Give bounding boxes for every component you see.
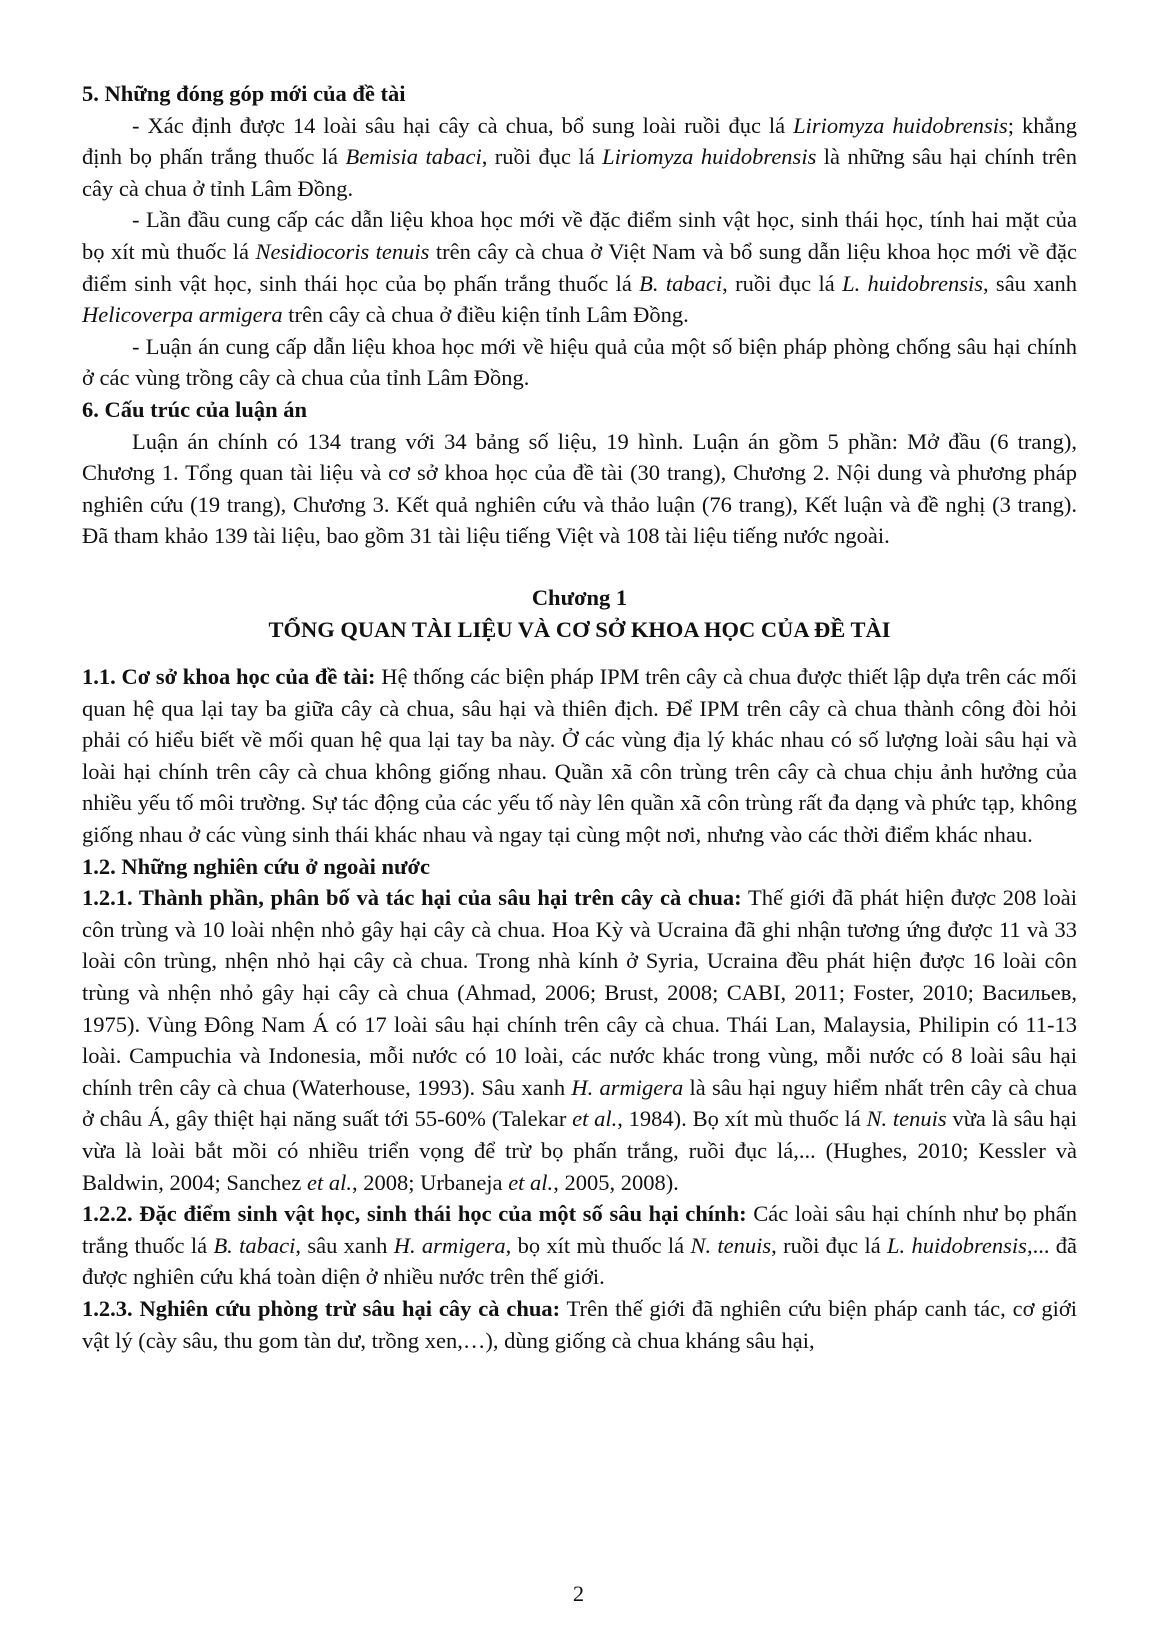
section-5-paragraph-3: - Luận án cung cấp dẫn liệu khoa học mới về hiệu quả của một số biện pháp phòng chống sâu hại chính ở các vùng trồng cây cà chua của tỉnh Lâm Đồng.: [82, 333, 1077, 391]
section-1-2-heading: 1.2. Những nghiên cứu ở ngoài nước: [82, 853, 430, 879]
section-1-2-1-paragraph: 1.2.1. Thành phần, phân bố và tác hại của sâu hại trên cây cà chua: Thế giới đã phát hiện được 208 loài côn trùng và 10 loài nhện nhỏ gây hại cây cà chua. Hoa Kỳ và Ucraina đã ghi nhận tương ứng được 11 và 33 loài côn trùng, nhện nhỏ hại cây cà chua. Trong nhà kính ở Syria, Ucraina đều phát hiện được 16 loài côn trùng và nhện nhỏ gây hại cây cà chua (Ahmad, 2006; Brust, 2008; CABI, 2011; Foster, 2010; Васильев, 1975). Vùng Đông Nam Á có 17 loài sâu hại chính trên cây cà chua. Thái Lan, Malaysia, Philipin có 11-13 loài. Campuchia và Indonesia, mỗi nước có 10 loài, các nước khác trong vùng, mỗi nước có 8 loài sâu hại chính trên cây cà chua (Waterhouse, 1993). Sâu xanh H. armigera là sâu hại nguy hiểm nhất trên cây cà chua ở châu Á, gây thiệt hại năng suất tới 55-60% (Talekar et al., 1984). Bọ xít mù thuốc lá N. tenuis vừa là sâu hại vừa là loài bắt mồi có nhiều triển vọng để trừ bọ phấn trắng, ruồi đục lá,... (Hughes, 2010; Kessler và Baldwin, 2004; Sanchez et al., 2008; Urbaneja et al., 2005, 2008).: [82, 885, 1077, 1195]
section-1-1-heading: 1.1. Cơ sở khoa học của đề tài:: [82, 664, 376, 690]
section-5-heading: 5. Những đóng góp mới của đề tài: [82, 81, 406, 106]
chapter-title: TỔNG QUAN TÀI LIỆU VÀ CƠ SỞ KHOA HỌC CỦA ĐỀ TÀI: [268, 616, 891, 642]
section-1-2-3-paragraph: 1.2.3. Nghiên cứu phòng trừ sâu hại cây cà chua: Trên thế giới đã nghiên cứu biện pháp canh tác, cơ giới vật lý (cày sâu, thu gom tàn dư, trồng xen,…), dùng giống cà chua kháng sâu hại,: [82, 1295, 1077, 1353]
page-number: 2: [572, 1581, 585, 1606]
chapter-label: Chương 1: [531, 584, 628, 610]
section-1-2-1-heading: 1.2.1. Thành phần, phân bố và tác hại của sâu hại trên cây cà chua:: [82, 885, 742, 911]
section-5-paragraph-2: - Lần đầu cung cấp các dẫn liệu khoa học mới về đặc điểm sinh vật học, sinh thái học, tính hai mặt của bọ xít mù thuốc lá Nesidiocoris tenuis trên cây cà chua ở Việt Nam và bổ sung dẫn liệu khoa học mới về đặc điểm sinh vật học, sinh thái học của bọ phấn trắng thuốc lá B. tabaci, ruồi đục lá L. huidobrensis, sâu xanh Helicoverpa armigera trên cây cà chua ở điều kiện tỉnh Lâm Đồng.: [82, 207, 1078, 328]
section-1-2-2-paragraph: 1.2.2. Đặc điểm sinh vật học, sinh thái học của một số sâu hại chính: Các loài sâu hại chính như bọ phấn trắng thuốc lá B. tabaci, sâu xanh H. armigera, bọ xít mù thuốc lá N. tenuis, ruồi đục lá L. huidobrensis,... đã được nghiên cứu khá toàn diện ở nhiều nước trên thế giới.: [82, 1201, 1077, 1290]
section-6-heading: 6. Cấu trúc của luận án: [82, 396, 308, 422]
section-1-2-3-heading: 1.2.3. Nghiên cứu phòng trừ sâu hại cây cà chua:: [82, 1295, 561, 1321]
section-6-paragraph: Luận án chính có 134 trang với 34 bảng số liệu, 19 hình. Luận án gồm 5 phần: Mở đầu (6 trang), Chương 1. Tổng quan tài liệu và cơ sở khoa học của đề tài (30 trang), Chương 2. Nội dung và phương pháp nghiên cứu (19 trang), Chương 3. Kết quả nghiên cứu và thảo luận (76 trang), Kết luận và đề nghị (3 trang). Đã tham khảo 139 tài liệu, bao gồm 31 tài liệu tiếng Việt và 108 tài liệu tiếng nước ngoài.: [82, 428, 1077, 549]
section-5-paragraph-1: - Xác định được 14 loài sâu hại cây cà chua, bổ sung loài ruồi đục lá Liriomyza huidobrensis; khẳng định bọ phấn trắng thuốc lá Bemisia tabaci, ruồi đục lá Liriomyza huidobrensis là những sâu hại chính trên cây cà chua ở tỉnh Lâm Đồng.: [82, 112, 1078, 201]
section-1-2-2-heading: 1.2.2. Đặc điểm sinh vật học, sinh thái học của một số sâu hại chính:: [82, 1201, 747, 1227]
section-1-1-paragraph: 1.1. Cơ sở khoa học của đề tài: Hệ thống các biện pháp IPM trên cây cà chua được thiết lập dựa trên các mối quan hệ qua lại tay ba giữa cây cà chua, sâu hại và thiên địch. Để IPM trên cây cà chua thành công đòi hỏi phải có hiểu biết về mối quan hệ qua lại tay ba này. Ở các vùng địa lý khác nhau có số lượng loài sâu hại và loài hại chính trên cây cà chua không giống nhau. Quần xã côn trùng trên cây cà chua chịu ảnh hưởng của nhiều yếu tố môi trường. Sự tác động của các yếu tố này lên quần xã côn trùng rất đa dạng và phức tạp, không giống nhau ở các vùng sinh thái khác nhau và ngay tại cùng một nơi, nhưng vào các thời điểm khác nhau.: [82, 664, 1078, 848]
